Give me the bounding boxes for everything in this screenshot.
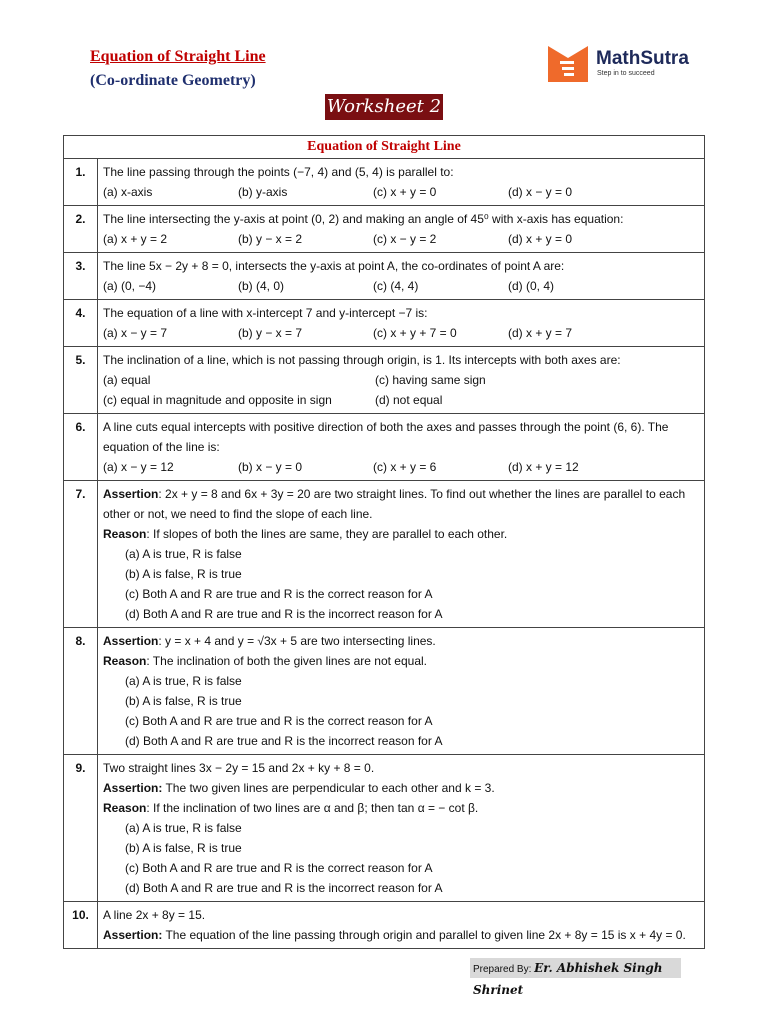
question-row xyxy=(64,347,705,414)
option-c: (c) (4, 4) xyxy=(373,279,419,293)
reason-label: Reason xyxy=(103,801,147,815)
question-text: The inclination of a line, which is not passing through origin, is 1. Its intercepts with both axes are: xyxy=(103,353,621,367)
question-row xyxy=(64,300,705,347)
question-number: 9. xyxy=(64,755,98,902)
question-body xyxy=(98,206,705,253)
option-d: (d) x + y = 7 xyxy=(508,326,573,340)
reason xyxy=(103,798,699,818)
option-d: (d) x + y = 12 xyxy=(508,460,579,474)
worksheet-subtitle: (Co-ordinate Geometry) xyxy=(90,72,256,89)
ar-options xyxy=(103,544,699,624)
options xyxy=(103,457,699,477)
question-text: A line 2x + 8y = 15. xyxy=(103,908,206,922)
option-b: (b) (4, 0) xyxy=(238,279,285,293)
question-number: 1. xyxy=(64,159,98,206)
question-row xyxy=(64,755,705,902)
option-a: (a) x − y = 12 xyxy=(103,460,174,474)
option-d: (d) (0, 4) xyxy=(508,279,555,293)
question-number: 6. xyxy=(64,414,98,481)
option-a: (a) A is true, R is false xyxy=(125,547,242,561)
question-number: 5. xyxy=(64,347,98,414)
assertion-label: Assertion: xyxy=(103,928,163,942)
option-b: (b) A is false, R is true xyxy=(125,694,242,708)
option-c: (c) Both A and R are true and R is the correct reason for A xyxy=(125,714,433,728)
option-a: (a) x-axis xyxy=(103,185,153,199)
options xyxy=(103,182,699,202)
ar-options xyxy=(103,818,699,898)
table-title: Equation of Straight Line xyxy=(64,136,705,159)
question-text: The line 5x − 2y + 8 = 0, intersects the y-axis at point A, the co-ordinates of point A are: xyxy=(103,259,565,273)
option-a: (a) (0, −4) xyxy=(103,279,157,293)
options xyxy=(103,390,699,410)
reason-label: Reason xyxy=(103,527,147,541)
option-c: (c) x − y = 2 xyxy=(373,232,437,246)
question-text: The line passing through the points (−7, 4) and (5, 4) is parallel to: xyxy=(103,165,454,179)
reason xyxy=(103,651,699,671)
options xyxy=(103,370,699,390)
option-b: (b) A is false, R is true xyxy=(125,567,242,581)
options xyxy=(103,323,699,343)
question-body xyxy=(98,253,705,300)
options xyxy=(103,276,699,296)
question-body xyxy=(98,755,705,902)
question-text: A line cuts equal intercepts with positive direction of both the axes and passes through the point (6, 6). The equation of the line is: xyxy=(103,420,669,454)
option-c: (c) equal in magnitude and opposite in sign xyxy=(103,393,332,407)
option-d: (d) Both A and R are true and R is the incorrect reason for A xyxy=(125,734,443,748)
question-body xyxy=(98,481,705,628)
question-row xyxy=(64,159,705,206)
assertion-label: Assertion xyxy=(103,634,159,648)
question-number: 7. xyxy=(64,481,98,628)
logo-tagline: Step in to succeed xyxy=(597,70,655,77)
question-body xyxy=(98,414,705,481)
reason-label: Reason xyxy=(103,654,147,668)
assertion xyxy=(103,778,699,798)
reason-text: : If slopes of both the lines are same, they are parallel to each other. xyxy=(146,527,508,541)
ar-options xyxy=(103,671,699,751)
worksheet-badge: Worksheet 2 xyxy=(325,94,443,120)
option-a: (a) x − y = 7 xyxy=(103,326,168,340)
question-body xyxy=(98,902,705,949)
option-a: (a) A is true, R is false xyxy=(125,821,242,835)
reason-text: : The inclination of both the given lines are not equal. xyxy=(146,654,427,668)
question-body xyxy=(98,300,705,347)
option-c: (c) Both A and R are true and R is the correct reason for A xyxy=(125,587,433,601)
option-d: (d) x − y = 0 xyxy=(508,185,573,199)
option-d: (d) not equal xyxy=(375,393,443,407)
option-b: (b) y − x = 2 xyxy=(238,232,303,246)
question-text: The equation of a line with x-intercept 7 and y-intercept −7 is: xyxy=(103,306,428,320)
question-row xyxy=(64,481,705,628)
assertion-text: The equation of the line passing through origin and parallel to given line 2x + 8y = 15 is x + 4y = 0. xyxy=(162,928,686,942)
option-b: (c) having same sign xyxy=(375,373,486,387)
option-a: (a) equal xyxy=(103,373,151,387)
assertion xyxy=(103,925,699,945)
question-number: 10. xyxy=(64,902,98,949)
option-c: (c) Both A and R are true and R is the correct reason for A xyxy=(125,861,433,875)
assertion-text: The two given lines are perpendicular to each other and k = 3. xyxy=(162,781,495,795)
footer-label: Prepared By: xyxy=(473,964,535,975)
option-b: (b) A is false, R is true xyxy=(125,841,242,855)
question-row xyxy=(64,902,705,949)
assertion-label: Assertion xyxy=(103,487,159,501)
assertion xyxy=(103,484,699,524)
logo-name: MathSutra xyxy=(596,48,689,69)
question-row xyxy=(64,253,705,300)
question-text: Two straight lines 3x − 2y = 15 and 2x + ky + 8 = 0. xyxy=(103,761,375,775)
assertion-text: : y = x + 4 and y = √3x + 5 are two intersecting lines. xyxy=(158,634,436,648)
question-text: The line intersecting the y-axis at point (0, 2) and making an angle of 45⁰ with x-axis has equation: xyxy=(103,212,624,226)
question-body xyxy=(98,159,705,206)
option-b: (b) y-axis xyxy=(238,185,288,199)
question-number: 2. xyxy=(64,206,98,253)
option-c: (c) x + y = 0 xyxy=(373,185,437,199)
reason xyxy=(103,524,699,544)
assertion xyxy=(103,631,699,651)
reason-text: : If the inclination of two lines are α and β; then tan α = − cot β. xyxy=(146,801,479,815)
options xyxy=(103,229,699,249)
question-number: 4. xyxy=(64,300,98,347)
question-row xyxy=(64,206,705,253)
option-c: (c) x + y + 7 = 0 xyxy=(373,326,457,340)
question-body xyxy=(98,347,705,414)
option-c: (c) x + y = 6 xyxy=(373,460,437,474)
option-b: (b) y − x = 7 xyxy=(238,326,303,340)
option-d: (d) x + y = 0 xyxy=(508,232,573,246)
option-b: (b) x − y = 0 xyxy=(238,460,303,474)
table-header-row xyxy=(64,136,705,159)
question-number: 8. xyxy=(64,628,98,755)
option-d: (d) Both A and R are true and R is the incorrect reason for A xyxy=(125,607,443,621)
option-a: (a) A is true, R is false xyxy=(125,674,242,688)
mathsutra-logo xyxy=(548,46,708,82)
question-row xyxy=(64,628,705,755)
question-row xyxy=(64,414,705,481)
prepared-by-footer xyxy=(470,958,681,997)
assertion-text: : 2x + y = 8 and 6x + 3y = 20 are two straight lines. To find out whether the lines are parallel to each other or not, we need to find the slope of each line. xyxy=(103,487,686,521)
worksheet-title: Equation of Straight Line xyxy=(90,48,266,65)
option-d: (d) Both A and R are true and R is the incorrect reason for A xyxy=(125,881,443,895)
question-number: 3. xyxy=(64,253,98,300)
option-a: (a) x + y = 2 xyxy=(103,232,168,246)
mathsutra-logo-icon xyxy=(548,46,588,82)
question-table xyxy=(63,135,705,949)
question-body xyxy=(98,628,705,755)
assertion-label: Assertion: xyxy=(103,781,163,795)
author-name: Er. Abhishek Singh Shrinet xyxy=(473,961,663,997)
